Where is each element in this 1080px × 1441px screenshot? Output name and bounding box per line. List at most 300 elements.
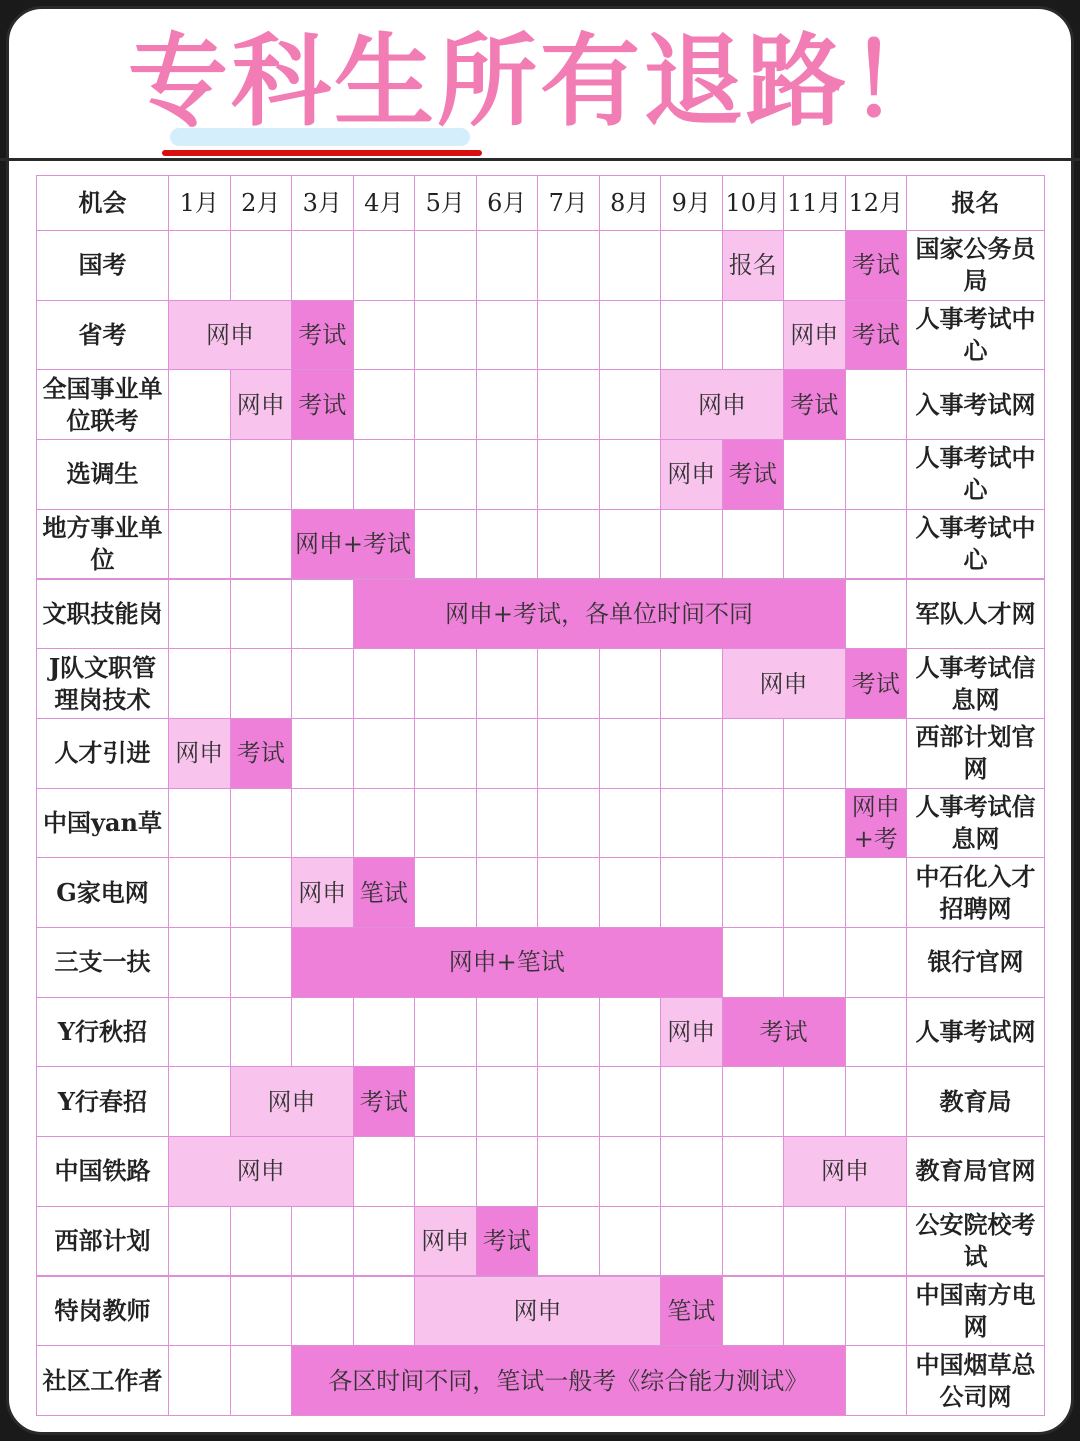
empty-cell [599,648,662,719]
header-corner-text: 机会 [78,188,127,217]
empty-cell [476,230,539,301]
month-header-text: 6月 [487,189,527,217]
empty-cell [537,857,600,928]
row-label [36,509,169,580]
empty-cell [168,857,231,928]
empty-cell [722,1206,785,1277]
empty-cell [414,648,477,719]
signup-cell [906,788,1045,859]
month-header-text: 1月 [179,189,219,217]
empty-cell [353,300,416,371]
empty-cell [414,718,477,789]
signup-cell-text: 银行官网 [927,947,1024,977]
empty-cell [537,648,600,719]
empty-cell [537,1136,600,1207]
schedule-event-text: 网申 [236,390,285,419]
empty-cell [476,1066,539,1137]
signup-cell [906,927,1045,998]
schedule-event [168,718,231,789]
schedule-event [660,369,784,440]
signup-cell [906,509,1045,580]
row-label-text: 社区工作者 [42,1365,163,1395]
empty-cell [845,1206,908,1277]
empty-cell [845,579,908,650]
month-header [168,175,231,231]
empty-cell [353,718,416,789]
empty-cell [599,230,662,301]
schedule-event [783,1136,907,1207]
schedule-event [230,718,293,789]
month-header-text: 2月 [241,189,281,217]
signup-cell-text: 军队人才网 [915,598,1036,628]
row-label [36,788,169,859]
schedule-event [845,788,908,859]
schedule-event [845,648,908,719]
row-label [36,439,169,510]
signup-cell-text: 入事考试网 [915,389,1036,419]
empty-cell [414,300,477,371]
schedule-event [291,300,354,371]
schedule-event [168,1136,354,1207]
schedule-event-text: 笔试 [359,878,408,907]
empty-cell [660,509,723,580]
empty-cell [230,997,293,1068]
empty-cell [291,718,354,789]
signup-cell-text: 中石化入才招聘网 [915,861,1036,923]
empty-cell [476,997,539,1068]
signup-cell [906,997,1045,1068]
empty-cell [537,997,600,1068]
signup-cell [906,230,1045,301]
schedule-event-text: 网申 [698,390,746,419]
schedule-event-text: 网申 [421,1227,470,1256]
schedule-event-text: 网申 [513,1296,562,1325]
empty-cell [353,369,416,440]
empty-cell [230,648,293,719]
schedule-event [291,509,415,580]
empty-cell [660,788,723,859]
empty-cell [845,1066,908,1137]
empty-cell [599,300,662,371]
empty-cell [783,230,846,301]
empty-cell [599,997,662,1068]
schedule-event [230,1066,354,1137]
month-header-text: 4月 [364,189,404,217]
schedule-event [660,1276,723,1347]
signup-cell-text: 中国南方电网 [915,1279,1036,1341]
month-header-text: 8月 [610,189,650,217]
title-underline [162,150,482,156]
signup-cell-text: 国家公务员局 [915,234,1036,296]
schedule-event [783,300,846,371]
schedule-event [291,1345,846,1416]
empty-cell [599,1136,662,1207]
empty-cell [660,1136,723,1207]
empty-cell [230,230,293,301]
signup-cell [906,718,1045,789]
month-header [722,175,785,231]
empty-cell [660,718,723,789]
schedule-event-text: 各区时间不同，笔试一般考《综合能力测试》 [328,1366,809,1395]
schedule-event-text: 网申 [821,1157,869,1186]
empty-cell [476,788,539,859]
month-header [660,175,723,231]
empty-cell [230,509,293,580]
empty-cell [722,1136,785,1207]
empty-cell [660,300,723,371]
empty-cell [291,997,354,1068]
schedule-event-text: 网申 [236,1157,285,1186]
empty-cell [599,509,662,580]
row-label-text: 中国yan草 [43,807,162,837]
row-label-text: Y行秋招 [57,1017,148,1047]
schedule-event [722,439,785,510]
empty-cell [353,1276,416,1347]
empty-cell [168,579,231,650]
row-label [36,369,169,440]
empty-cell [783,718,846,789]
schedule-event-text: 考试 [728,460,777,489]
empty-cell [722,718,785,789]
schedule-event-text: 考试 [851,251,900,280]
signup-cell-text: 教育局 [939,1086,1012,1116]
schedule-event-text: 网申+考试 [294,530,412,559]
schedule-event [168,300,292,371]
schedule-event-text: 考试 [790,390,839,419]
row-label [36,718,169,789]
empty-cell [537,439,600,510]
row-label [36,927,169,998]
empty-cell [783,788,846,859]
month-header-text: 7月 [548,189,588,217]
empty-cell [353,997,416,1068]
schedule-event [660,997,723,1068]
empty-cell [845,1345,908,1416]
signup-cell-text: 人事考试网 [915,1017,1036,1047]
empty-cell [845,369,908,440]
schedule-event [291,369,354,440]
empty-cell [537,369,600,440]
empty-cell [230,927,293,998]
empty-cell [845,857,908,928]
empty-cell [168,439,231,510]
empty-cell [168,648,231,719]
empty-cell [476,300,539,371]
month-header-text: 3月 [302,189,342,217]
empty-cell [168,230,231,301]
signup-cell [906,857,1045,928]
signup-cell-text: 中国烟草总公司网 [915,1349,1036,1411]
empty-cell [353,230,416,301]
empty-cell [599,369,662,440]
empty-cell [291,230,354,301]
schedule-event [353,579,846,650]
header-divider [0,158,1080,161]
schedule-event-text: 考试 [759,1018,808,1047]
empty-cell [722,927,785,998]
empty-cell [414,439,477,510]
month-header [845,175,908,231]
empty-cell [783,1206,846,1277]
empty-cell [414,997,477,1068]
row-label [36,648,169,719]
schedule-event-text: 笔试 [667,1296,716,1325]
signup-header-text: 报名 [951,188,1000,217]
empty-cell [230,579,293,650]
row-label-text: J队文职管理岗技术 [48,652,157,714]
empty-cell [845,439,908,510]
empty-cell [353,788,416,859]
schedule-event [353,1066,416,1137]
empty-cell [168,1276,231,1347]
schedule-event-text: 网申+考 [851,792,900,853]
empty-cell [660,1206,723,1277]
row-label [36,1345,169,1416]
row-label [36,857,169,928]
empty-cell [476,718,539,789]
month-header [537,175,600,231]
signup-cell-text: 人事考试中心 [915,304,1036,366]
row-label-text: 选调生 [66,459,139,489]
empty-cell [168,1206,231,1277]
empty-cell [353,1136,416,1207]
empty-cell [599,718,662,789]
month-header-text: 9月 [671,189,711,217]
schedule-event-text: 网申 [298,878,347,907]
empty-cell [783,927,846,998]
signup-cell-text: 公安院校考试 [915,1210,1036,1272]
empty-cell [783,439,846,510]
signup-cell [906,1276,1045,1347]
row-label [36,1206,169,1277]
signup-cell [906,579,1045,650]
schedule-event-text: 考试 [298,390,347,419]
row-label-text: 三支一扶 [54,947,151,977]
empty-cell [660,857,723,928]
schedule-event [414,1276,661,1347]
schedule-event [291,857,354,928]
month-header-text: 11月 [786,189,842,217]
month-header-text: 5月 [425,189,465,217]
schedule-event-text: 考试 [851,321,900,350]
empty-cell [353,648,416,719]
empty-cell [414,1136,477,1207]
empty-cell [414,857,477,928]
empty-cell [537,1206,600,1277]
row-label-text: 文职技能岗 [42,598,163,628]
month-header [414,175,477,231]
signup-cell-text: 人事考试信息网 [915,652,1036,714]
empty-cell [168,927,231,998]
row-label-text: G家电网 [56,877,149,907]
schedule-event-text: 报名 [728,251,777,280]
empty-cell [599,1066,662,1137]
empty-cell [476,648,539,719]
schedule-event-text: 网申 [790,321,839,350]
row-label-text: 省考 [78,320,127,350]
empty-cell [660,1066,723,1137]
row-label-text: 特岗教师 [54,1295,151,1325]
empty-cell [783,857,846,928]
schedule-event [783,369,846,440]
empty-cell [476,1136,539,1207]
row-label-text: Y行春招 [57,1086,148,1116]
schedule-event-text: 考试 [482,1227,531,1256]
empty-cell [845,509,908,580]
empty-cell [722,509,785,580]
signup-cell [906,439,1045,510]
empty-cell [168,1066,231,1137]
empty-cell [537,718,600,789]
empty-cell [414,230,477,301]
schedule-event-text: 网申 [267,1087,316,1116]
empty-cell [291,1276,354,1347]
page-title: 专科生所有退路！ [128,23,952,140]
schedule-event [476,1206,539,1277]
schedule-event [291,927,723,998]
empty-cell [537,509,600,580]
row-label [36,997,169,1068]
signup-cell-text: 人事考试信息网 [915,791,1036,853]
empty-cell [230,439,293,510]
empty-cell [230,1206,293,1277]
empty-cell [660,648,723,719]
schedule-event-text: 网申 [667,1018,716,1047]
schedule-event [353,857,416,928]
signup-cell-text: 教育局官网 [915,1156,1036,1186]
signup-cell [906,300,1045,371]
signup-cell [906,1066,1045,1137]
empty-cell [537,300,600,371]
schedule-event-text: 考试 [236,739,285,768]
empty-cell [845,718,908,789]
month-header [599,175,662,231]
empty-cell [537,788,600,859]
header-corner [36,175,169,231]
schedule-event-text: 网申 [667,460,716,489]
schedule-event-text: 考试 [298,321,347,350]
schedule-event [845,230,908,301]
empty-cell [230,788,293,859]
empty-cell [660,230,723,301]
empty-cell [414,509,477,580]
row-label [36,579,169,650]
empty-cell [353,1206,416,1277]
empty-cell [414,788,477,859]
empty-cell [476,369,539,440]
signup-header [906,175,1045,231]
empty-cell [476,509,539,580]
empty-cell [722,857,785,928]
empty-cell [168,509,231,580]
schedule-event-text: 考试 [851,669,900,698]
empty-cell [599,788,662,859]
empty-cell [537,230,600,301]
empty-cell [722,788,785,859]
empty-cell [291,439,354,510]
schedule-event-text: 网申 [175,739,224,768]
empty-cell [230,1345,293,1416]
row-label [36,230,169,301]
empty-cell [722,300,785,371]
empty-cell [291,579,354,650]
empty-cell [599,1206,662,1277]
row-label-text: 西部计划 [54,1226,151,1256]
empty-cell [476,439,539,510]
empty-cell [414,369,477,440]
row-label-text: 地方事业单位 [42,513,163,575]
empty-cell [783,1066,846,1137]
schedule-event-text: 考试 [359,1087,408,1116]
month-header [476,175,539,231]
schedule-event [722,230,785,301]
empty-cell [353,439,416,510]
empty-cell [168,788,231,859]
empty-cell [168,1345,231,1416]
signup-cell [906,1136,1045,1207]
schedule-event [722,997,846,1068]
empty-cell [599,857,662,928]
empty-cell [291,788,354,859]
empty-cell [230,857,293,928]
empty-cell [845,1276,908,1347]
row-label-text: 国考 [78,250,127,280]
empty-cell [722,1066,785,1137]
schedule-event-text: 网申+笔试 [448,948,565,977]
row-label [36,1276,169,1347]
signup-cell [906,369,1045,440]
row-label-text: 中国铁路 [54,1156,151,1186]
signup-cell [906,1345,1045,1416]
signup-cell-text: 入事考试中心 [915,513,1036,575]
empty-cell [845,927,908,998]
empty-cell [168,369,231,440]
month-header [230,175,293,231]
schedule-event [845,300,908,371]
row-label [36,1066,169,1137]
empty-cell [291,648,354,719]
empty-cell [537,1066,600,1137]
signup-cell [906,648,1045,719]
empty-cell [845,997,908,1068]
empty-cell [230,1276,293,1347]
row-label [36,1136,169,1207]
month-header-text: 10月 [725,189,781,217]
row-label [36,300,169,371]
schedule-event [414,1206,477,1277]
empty-cell [783,509,846,580]
schedule-event-text: 网申 [759,669,808,698]
schedule-event [230,369,293,440]
schedule-event-text: 网申+考试，各单位时间不同 [444,599,754,628]
empty-cell [599,439,662,510]
empty-cell [414,1066,477,1137]
schedule-event [660,439,723,510]
empty-cell [476,857,539,928]
row-label-text: 全国事业单位联考 [42,373,163,435]
month-header [291,175,354,231]
empty-cell [722,1276,785,1347]
signup-cell [906,1206,1045,1277]
signup-cell-text: 西部计划官网 [915,722,1036,784]
schedule-table [36,175,1044,1415]
empty-cell [783,1276,846,1347]
month-header [353,175,416,231]
schedule-event-text: 网申 [206,321,254,350]
empty-cell [168,997,231,1068]
month-header-text: 12月 [848,189,904,217]
schedule-event [722,648,846,719]
